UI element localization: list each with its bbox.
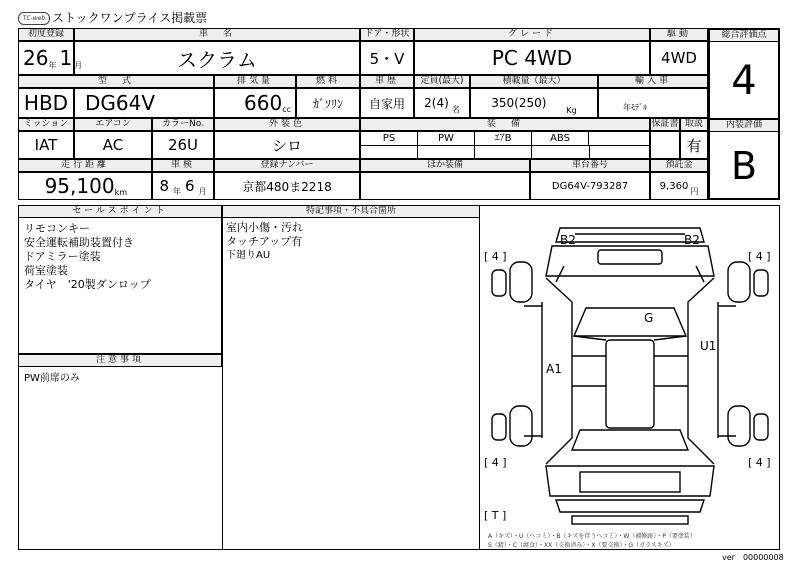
equipment-item: ｴｱB	[475, 132, 532, 145]
mileage-value	[18, 172, 152, 200]
displacement-value	[214, 88, 296, 118]
mileage-unit: km	[114, 187, 127, 197]
warranty-value	[650, 131, 680, 159]
deposit-number: 9,360	[659, 180, 689, 192]
label-model: 型 式	[18, 75, 214, 88]
label-deposit: 預託金	[650, 159, 708, 172]
label-notice: 注意事項	[18, 354, 222, 367]
load-value	[470, 88, 598, 118]
label-color-no: カラーNo.	[152, 118, 214, 131]
car-name-value: スクラム	[74, 41, 360, 75]
legend-line-1: A（キズ）・U（ヘコミ）・B（キズを伴うヘコミ）・W（補修跡）・P（要塗装）	[488, 533, 696, 540]
label-plate: 登録ナンバー	[214, 159, 360, 172]
manual-value: 有	[680, 131, 708, 159]
model-prefix-value: HBD	[18, 88, 74, 118]
page-title: ストックワンプライス掲載票	[52, 11, 208, 25]
first-reg-year: 26	[23, 46, 49, 70]
first-reg-month-unit: 月	[74, 60, 83, 70]
load-unit: Kg	[566, 105, 577, 115]
label-drive: 駆動	[650, 28, 708, 41]
equipment-item: PS	[361, 132, 418, 145]
first-reg-year-unit: 年	[48, 60, 57, 70]
displacement-number: 660	[244, 91, 283, 115]
load-number: 350(250)	[491, 96, 547, 110]
mark-b2-right: B2	[684, 233, 700, 247]
inspection-month: 6	[185, 177, 195, 195]
interior-score-box	[708, 118, 780, 200]
capacity-unit: 名	[451, 104, 460, 114]
plate-value: 京都480ま2218	[214, 172, 360, 200]
usage-value: 自家用	[360, 88, 414, 118]
label-displacement: 排気量	[214, 75, 296, 88]
import-note: 年ﾓﾃﾞﾙ	[623, 102, 647, 112]
sales-point-item: ドアミラー塗装	[24, 250, 101, 263]
deposit-value	[650, 172, 708, 200]
label-grade: グレード	[414, 28, 650, 41]
label-warranty: 保証書	[651, 119, 679, 129]
first-reg-month: 1	[59, 46, 73, 70]
label-inspection: 車検	[152, 159, 214, 172]
sales-point-item: タイヤ '20製ダンロップ	[24, 278, 151, 291]
other-equipment-value	[360, 172, 530, 200]
version-label: ver 00000008	[722, 553, 784, 562]
deposit-unit: 円	[690, 186, 699, 196]
inspection-year-unit: 年	[173, 186, 181, 196]
label-door: ドア・形状	[360, 28, 414, 41]
total-score-box	[708, 28, 780, 120]
chassis-value: DG64V-793287	[530, 172, 650, 200]
equipment-item: PW	[418, 132, 475, 145]
label-total-score: 総合評価点	[709, 29, 779, 42]
equipment-item: ABS	[532, 132, 589, 145]
label-car-name: 車 名	[74, 28, 360, 41]
mileage-number: 95,100	[44, 174, 115, 198]
total-score-value: 4	[731, 58, 757, 104]
capacity-value	[414, 88, 470, 118]
label-sales-points: セールスポイント	[18, 205, 222, 218]
fuel-value: ｶﾞｿﾘﾝ	[296, 88, 360, 118]
label-manual: 取説	[680, 118, 708, 131]
capacity-number: 2(4)	[424, 96, 449, 110]
drive-value: 4WD	[650, 41, 708, 75]
interior-score-value: B	[730, 144, 758, 188]
tire-front-left: [ 4 ]	[484, 250, 507, 263]
label-other-equipment: ほか装備	[360, 159, 530, 172]
mark-b2-left: B2	[560, 233, 576, 247]
inspection-value	[152, 172, 214, 200]
tire-rear-right: [ 4 ]	[748, 456, 771, 469]
import-value	[598, 88, 708, 118]
label-mission: ミッション	[18, 118, 74, 131]
label-special-notes: 特記事項・不具合箇所	[222, 205, 480, 218]
label-import: 輸入車	[598, 75, 708, 88]
mark-g: G	[644, 311, 654, 325]
label-mileage: 走行距離	[18, 159, 152, 172]
color-no-value: 26U	[152, 131, 214, 159]
label-usage: 車歴	[360, 75, 414, 88]
special-note-item: タッチアップ有	[226, 235, 303, 248]
exterior-value: シロ	[214, 131, 360, 159]
displacement-unit: cc	[282, 104, 291, 114]
mission-value: IAT	[18, 131, 74, 159]
grade-value: PC 4WD	[414, 41, 650, 75]
sales-point-item: 荷室塗装	[24, 264, 68, 277]
label-capacity: 定員(最大)	[414, 75, 470, 88]
label-interior-score: 内装評価	[709, 119, 779, 132]
legend-line-2: S（錆）・C（腐食）・XX（交換済み）・X（要交換）・G（ガラスキズ）	[488, 542, 675, 549]
label-chassis: 車台番号	[530, 159, 650, 172]
label-equipment: 装 備	[360, 118, 650, 131]
mark-u1: U1	[700, 339, 717, 353]
first-reg-value	[18, 41, 83, 75]
label-load: 積載量（最大）	[470, 75, 598, 88]
special-note-item: 下廻りAU	[226, 250, 271, 261]
inspection-year: 8	[159, 177, 169, 195]
logo: TC-web	[18, 12, 50, 25]
label-exterior: 外装色	[214, 118, 360, 131]
door-value: 5・V	[360, 41, 414, 75]
label-fuel: 燃料	[296, 75, 360, 88]
model-value: DG64V	[74, 88, 214, 118]
label-first-reg: 初度登録	[18, 28, 74, 41]
vehicle-diagram	[480, 206, 779, 549]
tire-front-right: [ 4 ]	[748, 250, 771, 263]
notice-item: PW前席のみ	[24, 373, 80, 384]
label-aircon: エアコン	[74, 118, 152, 131]
inspection-month-unit: 月	[198, 186, 207, 196]
trunk-mark: [ T ]	[484, 509, 507, 522]
tire-rear-left: [ 4 ]	[484, 456, 507, 469]
mark-a1: A1	[546, 362, 562, 376]
sales-point-item: 安全運転補助装置付き	[24, 236, 134, 249]
equipment-grid	[360, 131, 650, 159]
special-note-item: 室内小傷・汚れ	[226, 221, 303, 234]
aircon-value: AC	[74, 131, 152, 159]
sales-point-item: リモコンキー	[24, 222, 90, 235]
